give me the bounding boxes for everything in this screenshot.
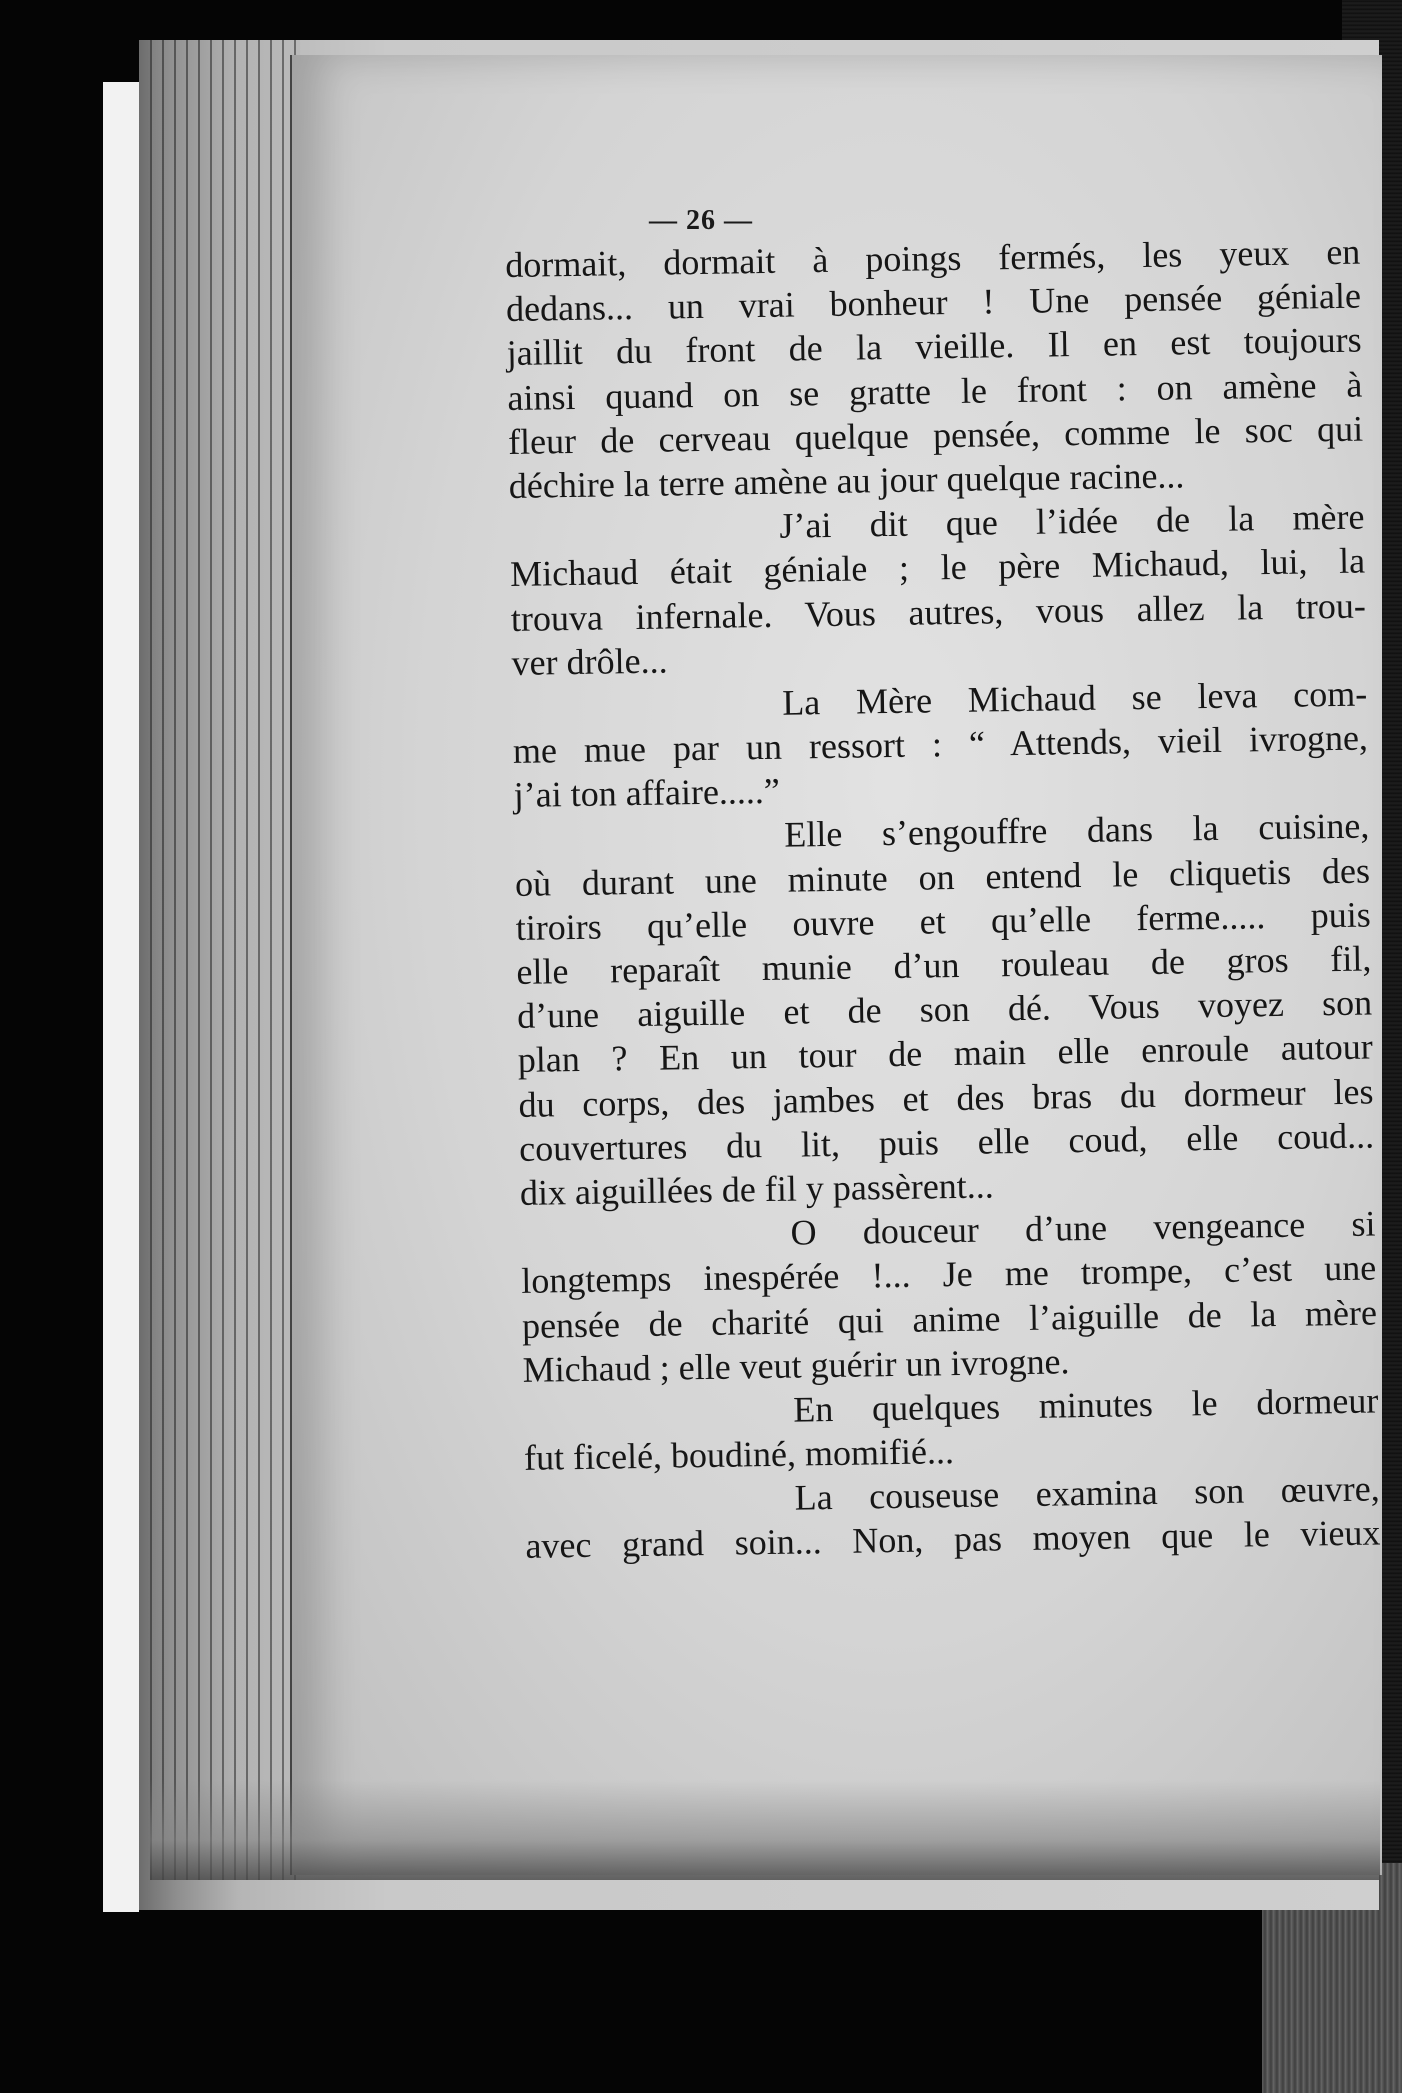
text-line: avec grand soin... Non, pas moyen que le vieux (525, 1512, 1381, 1567)
text-line: couvertures du lit, puis elle coud, elle coud... (518, 1115, 1375, 1169)
text-line: longtemps inespérée !... Je me trompe, c’est une (520, 1247, 1377, 1302)
page-edges (150, 40, 300, 1880)
text-line: d’une aiguille et de son dé. Vous voyez son (516, 982, 1373, 1037)
text-line: La Mère Michaud se leva com- (781, 673, 1368, 723)
text-line: En quelques minutes le dormeur (793, 1380, 1379, 1430)
text-line: Elle s’engouffre dans la cuisine, (784, 805, 1370, 856)
text-line: jaillit du front de la vieille. Il en est toujours (506, 319, 1362, 374)
text-line: J’ai dit que l’idée de la mère (779, 496, 1365, 546)
text-line: fut ficelé, boudiné, momifié... (523, 1431, 955, 1478)
text-line: La couseuse examina son œuvre, (794, 1468, 1380, 1518)
text-line: O douceur d’une vengeance si (790, 1203, 1376, 1253)
text-line: me mue par un ressort : “ Attends, vieil ivrogne, (512, 717, 1369, 771)
text-line: elle reparaît munie d’un rouleau de gros fil, (516, 938, 1372, 992)
text-line: ver drôle... (511, 640, 668, 683)
text-line: pensée de charité qui anime l’aiguille de la mère (521, 1291, 1378, 1346)
text-line: tiroirs qu’elle ouvre et qu’elle ferme..... puis (515, 894, 1371, 948)
page-shadow (150, 1780, 1380, 1880)
text-line: du corps, des jambes et des bras du dormeur les (518, 1071, 1374, 1125)
text-line: fleur de cerveau quelque pensée, comme le soc qui (507, 408, 1364, 462)
paper-margin-strip (103, 82, 139, 1912)
text-line: où durant une minute on entend le cliquetis des (514, 850, 1371, 904)
text-line: j’ai ton affaire.....” (513, 771, 781, 816)
body-text (505, 230, 1381, 1569)
text-line: déchire la terre amène au jour quelque racine... (508, 455, 1185, 506)
text-line: Michaud était géniale ; le père Michaud, lui, la (509, 540, 1366, 595)
page-number: — 26 — (649, 205, 753, 236)
text-line: plan ? En un tour de main elle enroule autour (517, 1026, 1374, 1081)
text-line: Michaud ; elle veut guérir un ivrogne. (522, 1340, 1070, 1390)
text-line: dedans... un vrai bonheur ! Une pensée géniale (505, 275, 1362, 330)
text-line: dormait, dormait à poings fermés, les yeux en (505, 231, 1361, 285)
text-line: dix aiguillées de fil y passèrent... (519, 1165, 995, 1213)
text-line: ainsi quand on se gratte le front : on amène à (507, 364, 1363, 418)
text-line: trouva infernale. Vous autres, vous allez la trou- (510, 585, 1367, 639)
